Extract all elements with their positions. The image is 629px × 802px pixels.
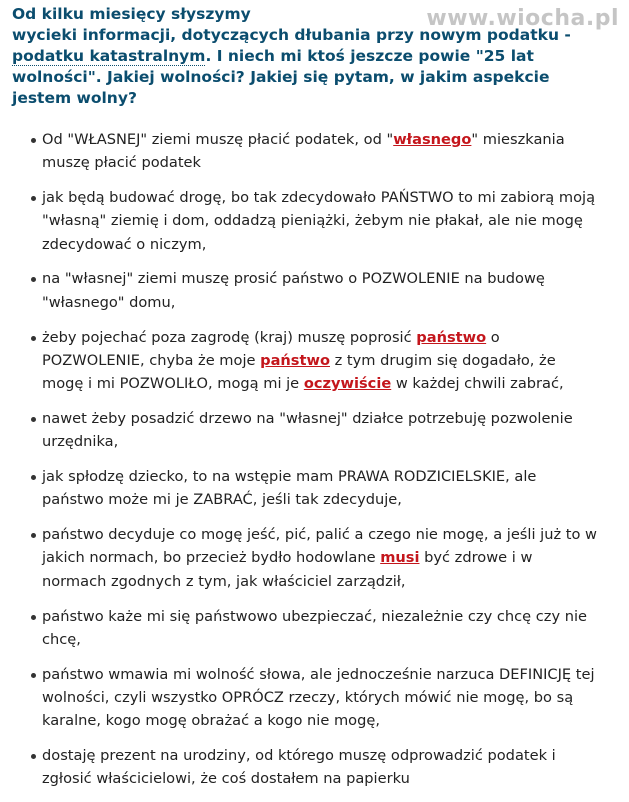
site-watermark: www.wiocha.pl bbox=[426, 6, 619, 31]
item-text: o POZWOLENIE, chyba że moje bbox=[42, 328, 500, 369]
item-text: " mieszkania muszę płacić podatek bbox=[42, 131, 565, 172]
item-text: państwo każe mi się państwowo ubezpieczać, niezależnie czy chcę czy nie chcę, bbox=[42, 607, 588, 648]
intro-line-4: wolności". Jakiej wolności? Jakiej się pytam, w jakim aspekcie bbox=[12, 68, 550, 86]
keyword-link[interactable]: musi bbox=[380, 549, 420, 567]
item-text: Od "WŁASNEJ" ziemi muszę płacić podatek, od " bbox=[42, 131, 394, 148]
intro-paragraph bbox=[12, 4, 612, 109]
list-item bbox=[42, 523, 629, 593]
list-item bbox=[42, 407, 629, 454]
item-text: w każdej chwili zabrać, bbox=[391, 375, 564, 393]
intro-line-2: wycieki informacji, dotyczących dłubania przy nowym podatku - bbox=[12, 26, 571, 44]
item-text: dostaję prezent na urodziny, od którego muszę odprowadzić podatek i zgłosić właścicielowi, że coś dostałem na papierku bbox=[42, 747, 556, 788]
intro-line-3: . I niech mi ktoś jeszcze powie "25 lat bbox=[205, 47, 534, 65]
item-text: państwo decyduje co mogę jeść, pić, palić a czego nie mogę, a jeśli już to w jakich normach, bo przecież bydło hodowlane bbox=[42, 526, 597, 567]
katastralny-link[interactable]: podatku katastralnym bbox=[12, 47, 206, 65]
list-item bbox=[42, 128, 629, 175]
item-text: żeby pojechać poza zagrodę (kraj) muszę poprosić bbox=[42, 328, 417, 346]
grievance-list bbox=[0, 128, 629, 802]
list-item bbox=[42, 744, 629, 791]
keyword-link[interactable]: oczywiście bbox=[303, 375, 392, 393]
list-item bbox=[42, 465, 629, 512]
item-text: państwo wmawia mi wolność słowa, ale jednocześnie narzuca DEFINICJĘ tej wolności, czyli wszystko OPRÓCZ rzeczy, których mówić nie mogę, bo są karalne, kogo mogę obrażać a kogo nie mogę, bbox=[42, 665, 595, 730]
list-item bbox=[42, 326, 629, 396]
keyword-link[interactable]: własnego bbox=[393, 131, 472, 148]
list-item bbox=[42, 186, 629, 256]
list-item bbox=[42, 605, 629, 652]
item-text: nawet żeby posadzić drzewo na "własnej" działce potrzebuję pozwolenie urzędnika, bbox=[42, 409, 573, 451]
intro-line-1: Od kilku miesięcy słyszymy bbox=[12, 5, 251, 23]
item-text: być zdrowe i w normach zgodnych z tym, jak właściciel zarządził, bbox=[42, 549, 533, 590]
item-text: na "własnej" ziemi muszę prosić państwo o POZWOLENIE na budowę "własnego" domu, bbox=[42, 270, 545, 311]
list-item bbox=[42, 267, 629, 314]
item-text: jak będą budować drogę, bo tak zdecydowało PAŃSTWO to mi zabiorą moją "własną" ziemię i dom, oddadzą pieniążki, żebym nie płakał, ale nie mogę zdecydować o niczym, bbox=[42, 189, 596, 253]
item-text: jak spłodzę dziecko, to na wstępie mam PRAWA RODZICIELSKIE, ale państwo może mi je ZABRAĆ, jeśli tak zdecyduje, bbox=[42, 468, 537, 509]
keyword-link[interactable]: państwo bbox=[416, 328, 487, 346]
intro-line-5: jestem wolny? bbox=[12, 89, 137, 107]
keyword-link[interactable]: państwo bbox=[260, 351, 330, 369]
list-item bbox=[42, 663, 629, 733]
item-text: z tym drugim się dogadało, że mogę i mi POZWOLIŁO, mogą mi je bbox=[42, 351, 556, 393]
